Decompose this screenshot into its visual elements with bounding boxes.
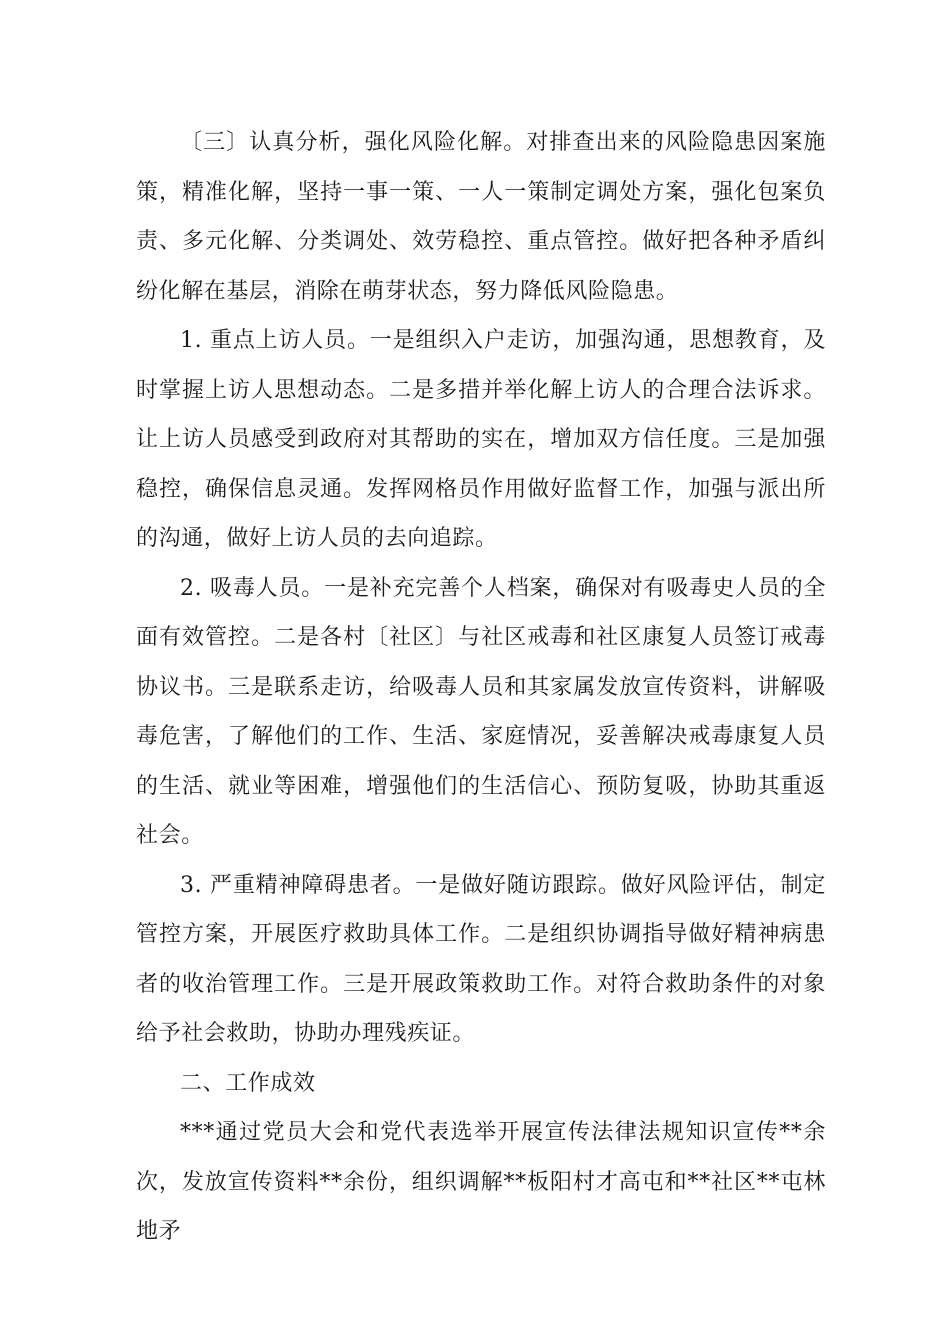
paragraph-mental-disorder-patients: 3. 严重精神障碍患者。一是做好随访跟踪。做好风险评估，制定管控方案，开展医疗救助具体工作。二是组织协调指导做好精神病患者的收治管理工作。三是开展政策救助工作。对符合救助条件的对象给予社会救助，协助办理残疾证。 <box>136 872 826 1046</box>
document-body <box>136 118 826 1257</box>
paragraph-drug-users: 2. 吸毒人员。一是补充完善个人档案，确保对有吸毒史人员的全面有效管控。二是各村〔社区〕与社区戒毒和社区康复人员签订戒毒协议书。三是联系走访，给吸毒人员和其家属发放宣传资料，讲解吸毒危害，了解他们的工作、生活、家庭情况，妥善解决戒毒康复人员的生活、就业等困难，增强他们的生活信心、预防复吸，协助其重返社会。 <box>136 575 826 848</box>
paragraph-risk-resolution: 〔三〕认真分析，强化风险化解。对排查出来的风险隐患因案施策，精准化解，坚持一事一策、一人一策制定调处方案，强化包案负责、多元化解、分类调处、效劳稳控、重点管控。做好把各种矛盾纠纷化解在基层，消除在萌芽状态，努力降低风险隐患。 <box>136 130 826 304</box>
paragraph-petitioners: 1. 重点上访人员。一是组织入户走访，加强沟通，思想教育，及时掌握上访人思想动态。二是多措并举化解上访人的合理合法诉求。让上访人员感受到政府对其帮助的实在，增加双方信任度。三是加强稳控，确保信息灵通。发挥网格员作用做好监督工作，加强与派出所的沟通，做好上访人员的去向追踪。 <box>136 328 826 551</box>
paragraph-work-results: ***通过党员大会和党代表选举开展宣传法律法规知识宣传**余次，发放宣传资料**余份，组织调解**板阳村才高屯和**社区**屯林地矛 <box>136 1120 826 1244</box>
section-heading-work-results: 二、工作成效 <box>180 1070 316 1096</box>
